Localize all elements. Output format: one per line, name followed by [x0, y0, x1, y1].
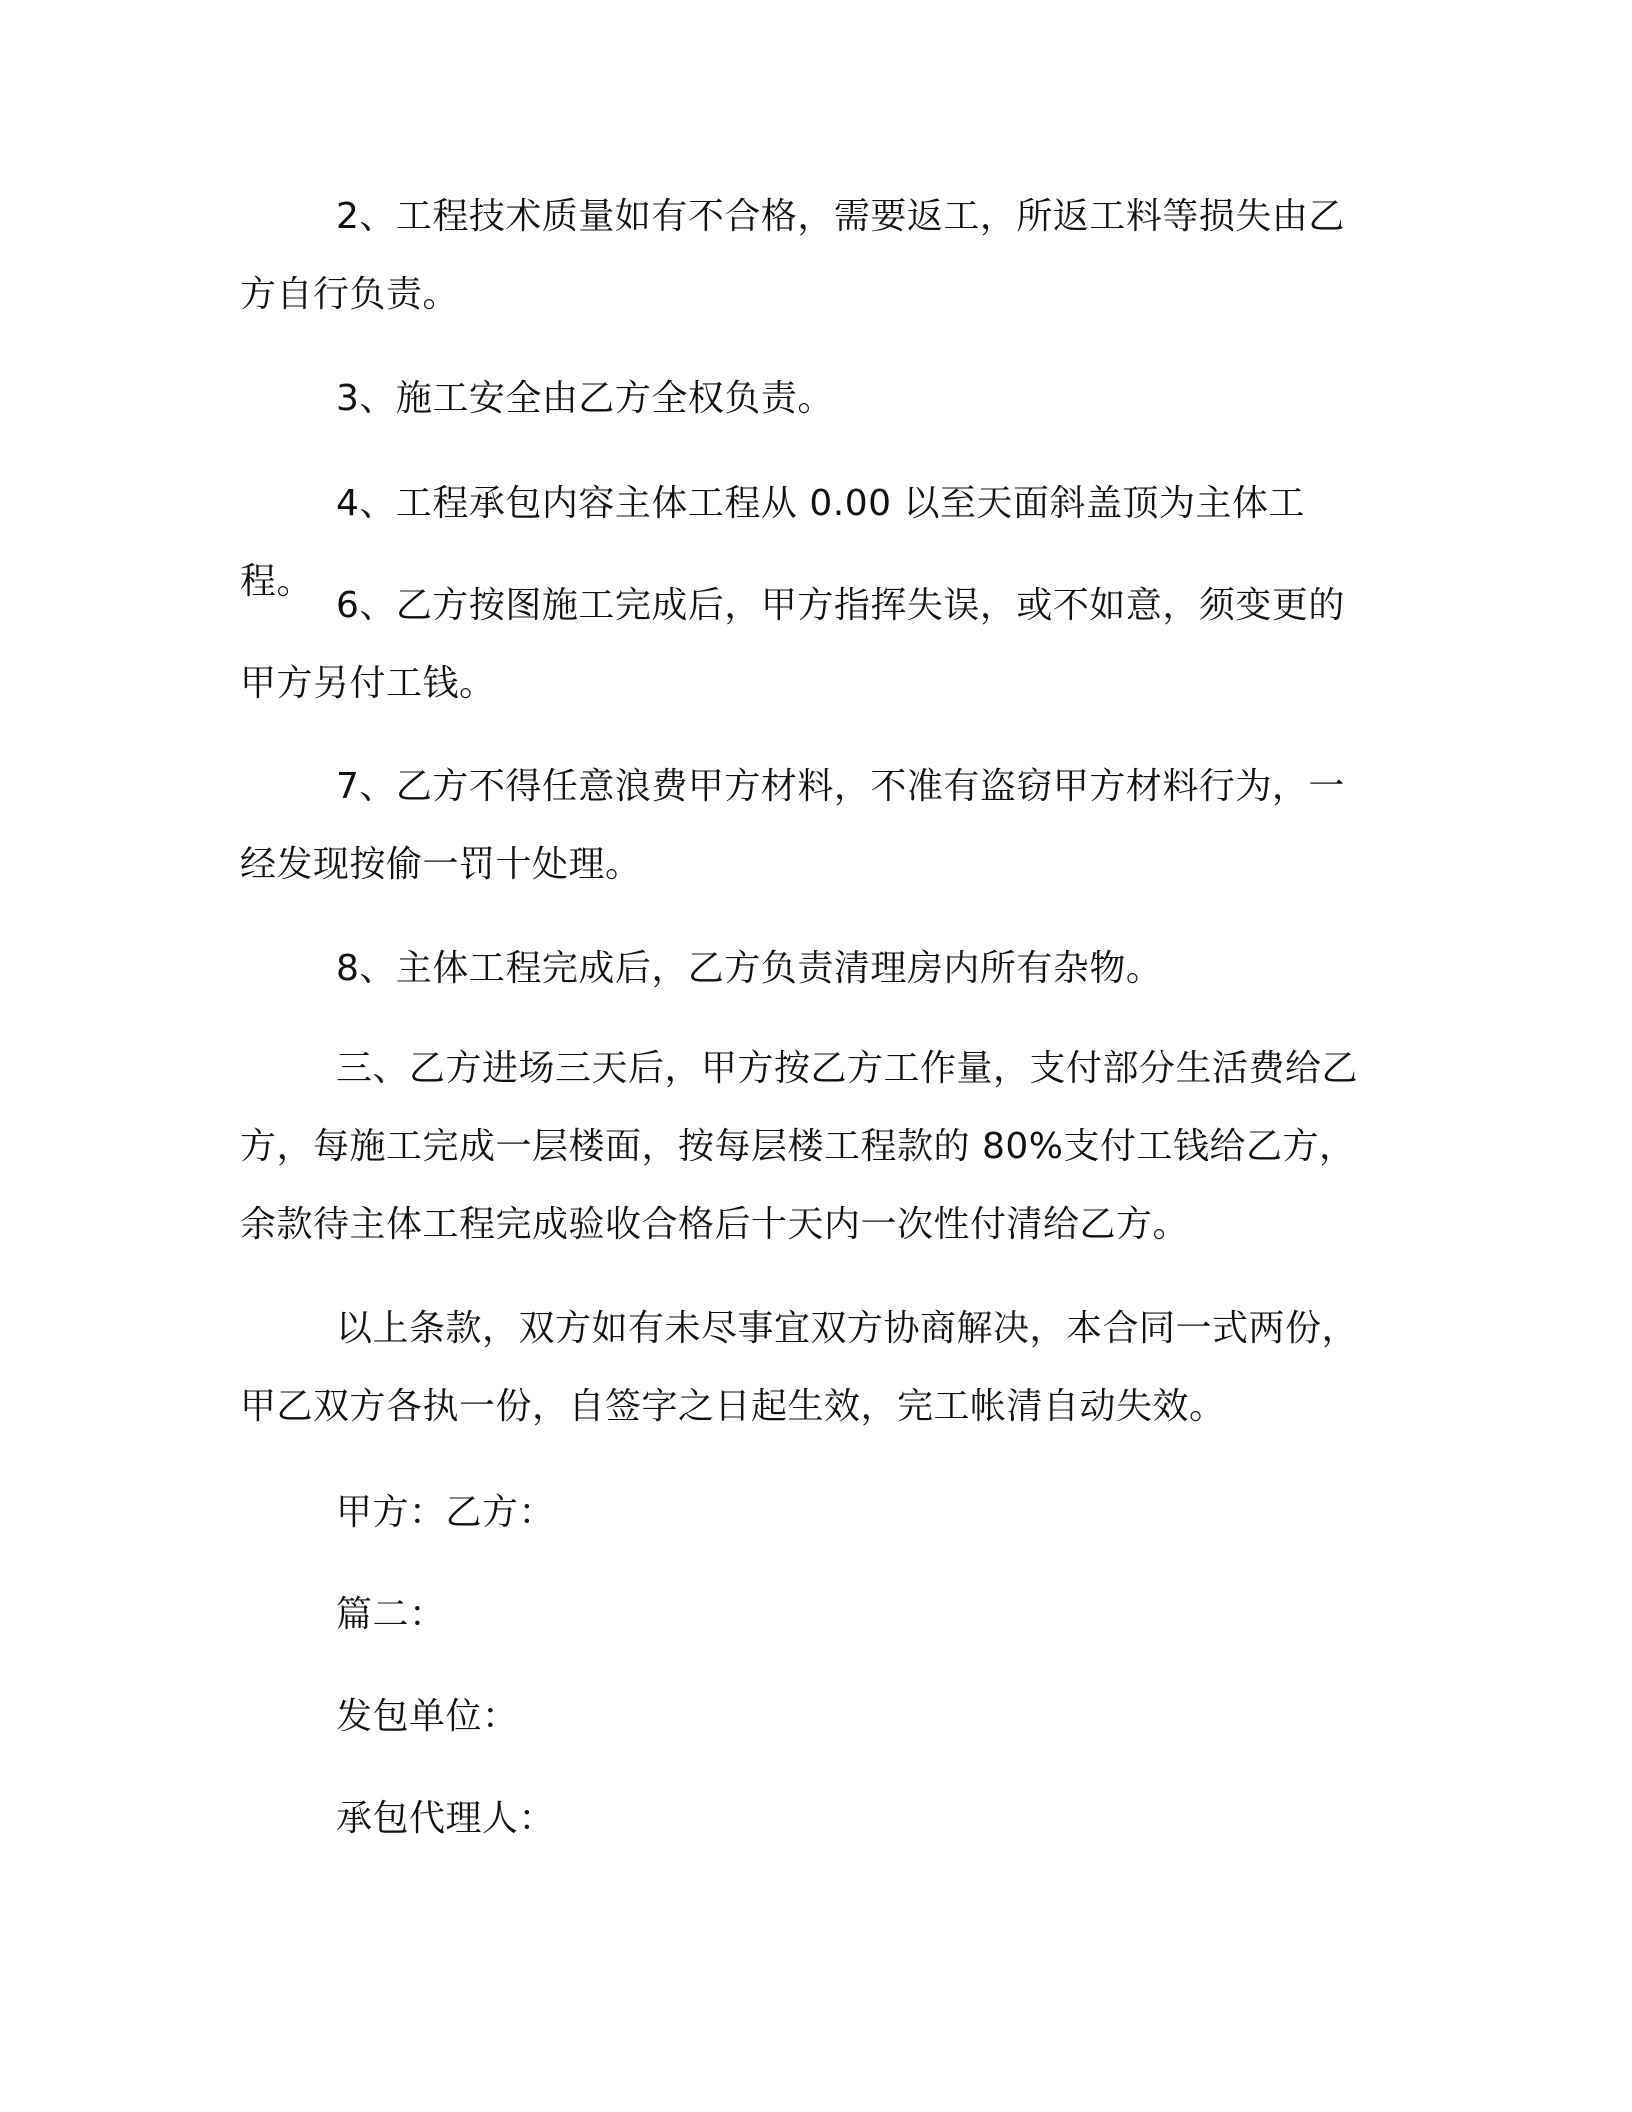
closing-terms: 以上条款，双方如有未尽事宜双方协商解决，本合同一式两份，甲乙双方各执一份，自签字之日起生效，完工帐清自动失效。: [240, 1308, 1359, 1427]
clause-6-changes: 6、乙方按图施工完成后，甲方指挥失误，或不如意，须变更的甲方另付工钱。: [240, 585, 1345, 704]
employer-unit-label: 发包单位：: [336, 1696, 519, 1737]
contractor-agent-label: 承包代理人：: [336, 1798, 556, 1839]
clause-4-scope: 4、工程承包内容主体工程从 0.00 以至天面斜盖顶为主体工程。: [240, 483, 1305, 602]
clause-8-cleanup: 8、主体工程完成后，乙方负责清理房内所有杂物。: [336, 948, 1163, 989]
section-3-payment: 三、乙方进场三天后，甲方按乙方工作量，支付部分生活费给乙方，每施工完成一层楼面，按每层楼工程款的 80%支付工钱给乙方，余款待主体工程完成验收合格后十天内一次性付清给乙方。: [240, 1048, 1359, 1245]
signature-line: 甲方：乙方：: [336, 1492, 556, 1533]
clause-7-materials: 7、乙方不得任意浪费甲方材料，不准有盗窃甲方材料行为，一经发现按偷一罚十处理。: [240, 766, 1345, 885]
clause-2-quality: 2、工程技术质量如有不合格，需要返工，所返工料等损失由乙方自行负责。: [240, 196, 1345, 315]
clause-3-safety: 3、施工安全由乙方全权负责。: [336, 378, 834, 419]
section-heading-part-two: 篇二：: [336, 1594, 446, 1635]
